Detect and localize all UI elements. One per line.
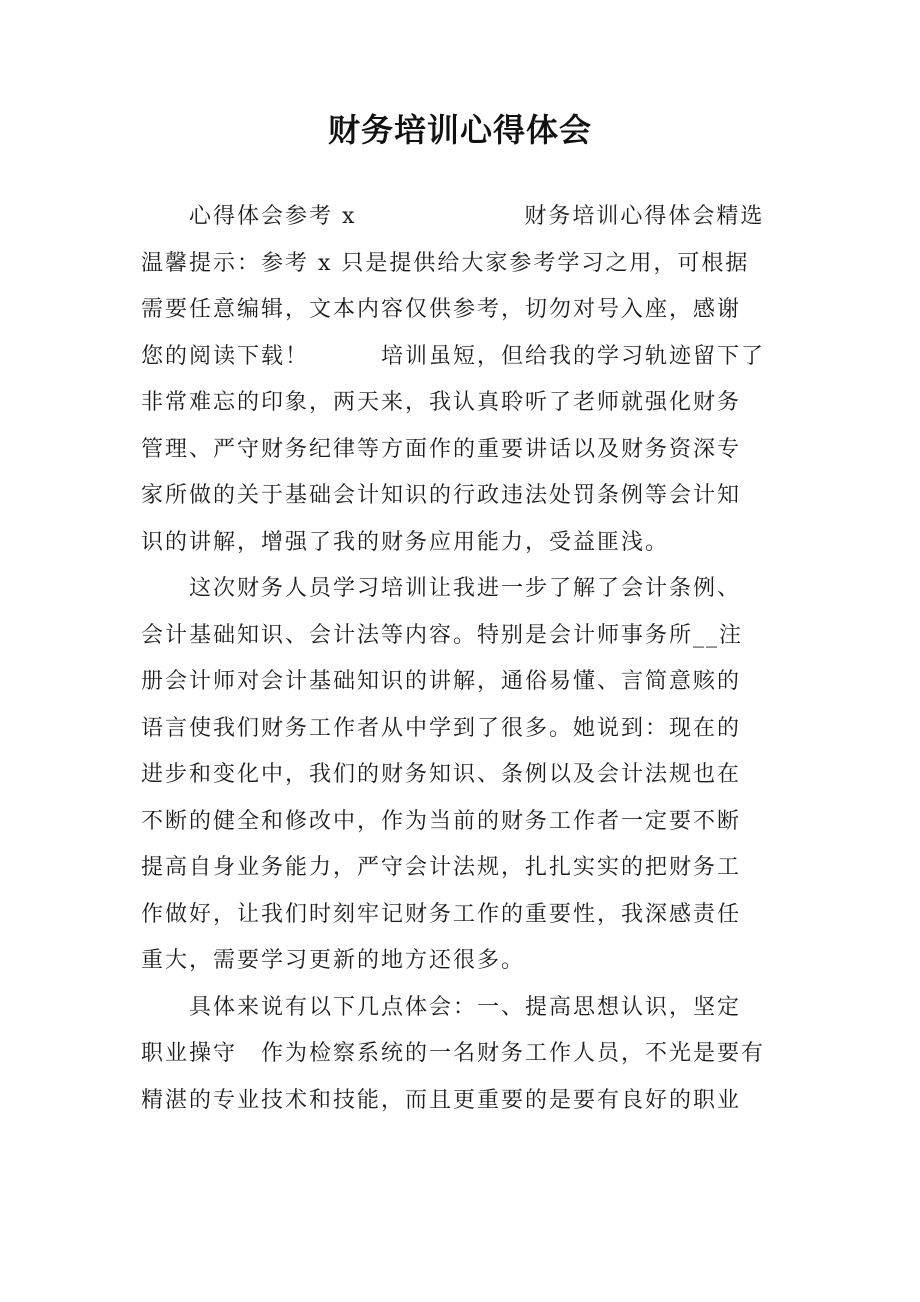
text-line: 会计基础知识、会计法等内容。特别是会计师事务所__注: [141, 622, 744, 648]
text-line: 识的讲解，增强了我的财务应用能力，受益匪浅。: [141, 529, 670, 555]
text-line: 心得体会参考 x 财务培训心得体会精选: [189, 204, 765, 229]
text-line: 职业操守 作为检察系统的一名财务工作人员，不光是要有: [141, 1041, 766, 1066]
text-line: 进步和变化中，我们的财务知识、条例以及会计法规也在: [141, 762, 742, 787]
document-body: [141, 194, 781, 1124]
text-line: 语言使我们财务工作者从中学到了很多。她说到：现在的: [141, 715, 742, 741]
text-line: 需要任意编辑，文本内容仅供参考，切勿对号入座，感谢: [141, 297, 742, 322]
text-line: 这次财务人员学习培训让我进一步了解了会计条例、: [189, 576, 742, 601]
text-line: 不断的健全和修改中，作为当前的财务工作者一定要不断: [141, 808, 742, 834]
text-line: 非常难忘的印象，两天来，我认真聆听了老师就强化财务: [141, 390, 742, 415]
text-line: 重大，需要学习更新的地方还很多。: [141, 948, 526, 973]
text-line: 精湛的专业技术和技能，而且更重要的是要有良好的职业: [141, 1087, 742, 1113]
text-line: 提高自身业务能力，严守会计法规，扎扎实实的把财务工: [141, 855, 742, 880]
text-line: 作做好，让我们时刻牢记财务工作的重要性，我深感责任: [141, 901, 742, 927]
text-line: 册会计师对会计基础知识的讲解，通俗易懂、言简意赅的: [141, 669, 742, 694]
text-line: 管理、严守财务纪律等方面作的重要讲话以及财务资深专: [141, 436, 742, 462]
text-line: 您的阅读下载！ 培训虽短，但给我的学习轨迹留下了: [141, 343, 766, 369]
text-line: 温馨提示：参考 x 只是提供给大家参考学习之用，可根据: [141, 250, 750, 276]
text-line: 家所做的关于基础会计知识的行政违法处罚条例等会计知: [141, 483, 742, 508]
document-title: 财务培训心得体会: [327, 111, 592, 149]
text-line: 具体来说有以下几点体会：一、提高思想认识，坚定: [189, 994, 742, 1020]
